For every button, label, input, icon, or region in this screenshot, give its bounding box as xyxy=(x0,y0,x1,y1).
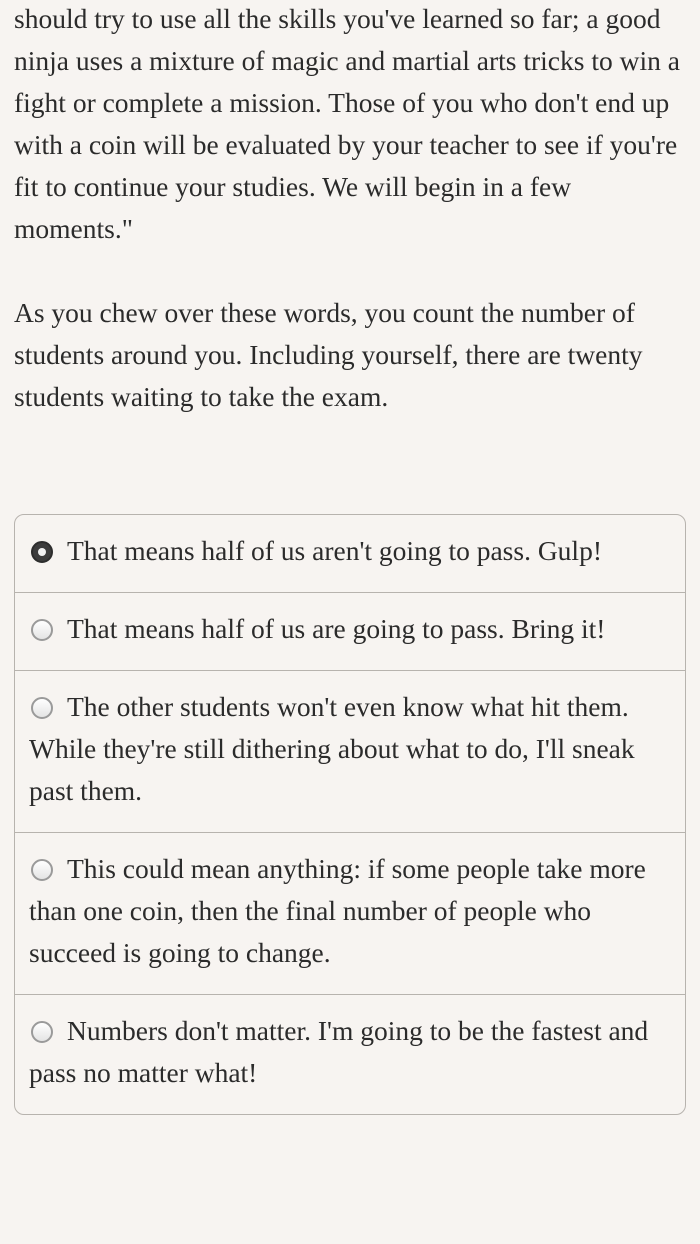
choice-option-4[interactable] xyxy=(15,832,685,994)
radio-unselected-icon[interactable] xyxy=(31,859,53,881)
choice-label: Numbers don't matter. I'm going to be the fastest and pass no matter what! xyxy=(29,1015,649,1088)
story-text xyxy=(14,0,690,460)
choice-label: That means half of us aren't going to pass. Gulp! xyxy=(67,535,602,566)
choice-option-1[interactable] xyxy=(15,515,685,592)
choice-label: This could mean anything: if some people take more than one coin, then the final number of people who succeed is going to change. xyxy=(29,853,646,968)
radio-unselected-icon[interactable] xyxy=(31,697,53,719)
radio-unselected-icon[interactable] xyxy=(31,1021,53,1043)
story-paragraph: should try to use all the skills you've learned so far; a good ninja uses a mixture of magic and martial arts tricks to win a fight or complete a mission. Those of you who don't end up with a coin will be evaluated by your teacher to see if you're fit to continue your studies. We will begin in a few moments." xyxy=(14,3,680,244)
story-paragraph: As you chew over these words, you count the number of students around you. Including yourself, there are twenty students waiting to take the exam. xyxy=(14,297,643,412)
choice-option-3[interactable] xyxy=(15,670,685,832)
radio-selected-icon[interactable] xyxy=(31,541,53,563)
choice-list xyxy=(14,514,686,1115)
choice-option-5[interactable] xyxy=(15,994,685,1114)
choice-label: That means half of us are going to pass. Bring it! xyxy=(67,613,606,644)
choice-option-2[interactable] xyxy=(15,592,685,670)
choice-label: The other students won't even know what hit them. While they're still dithering about what to do, I'll sneak past them. xyxy=(29,691,635,806)
radio-unselected-icon[interactable] xyxy=(31,619,53,641)
